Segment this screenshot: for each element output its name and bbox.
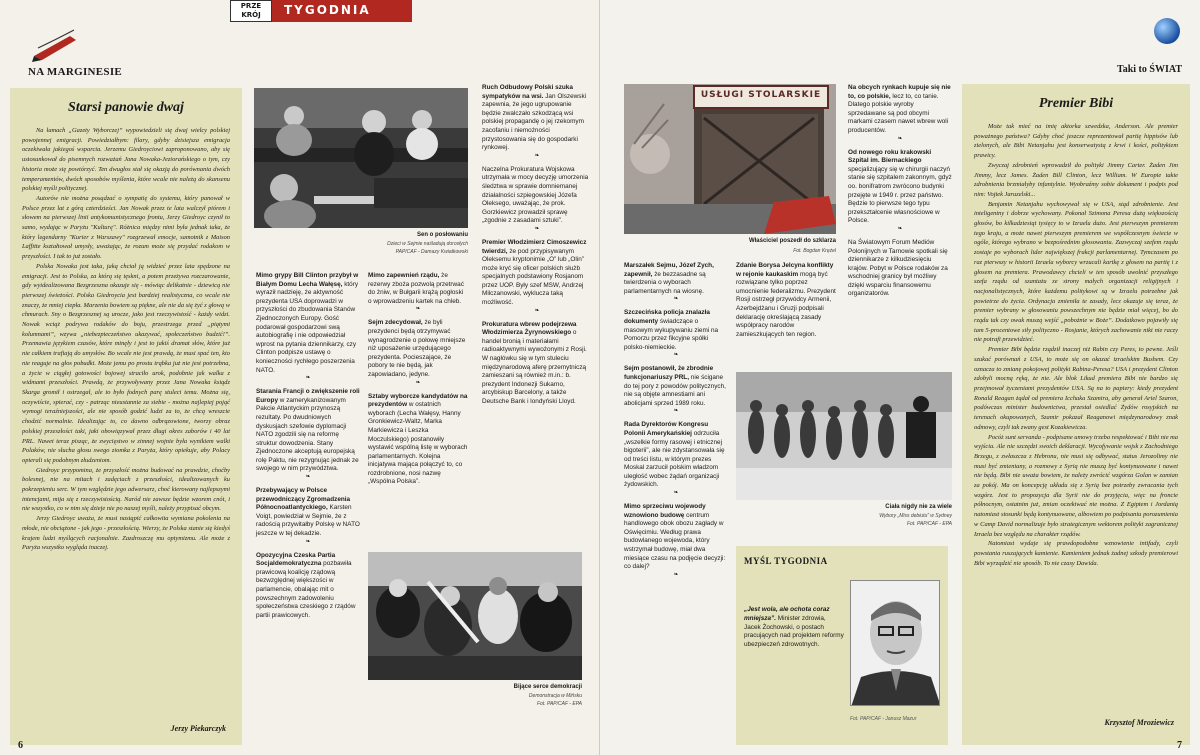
- column-author: Jerzy Piekarczyk: [170, 724, 226, 733]
- news-body: w zamerykanizowanym Pakcie Atlantyckim przynoszą rezultaty. Po dwudniowych dyskusjach szefowie dyplomacji NATO zgodzili się na reformę struktur dowodzenia. Stany Zjednoczone akceptują europejską rolę Paktu, nie rezygnując jednak ze swojego w nim przywództwa.: [256, 396, 359, 473]
- news-body: pozbawiła prawicową koalicję rządową bezwzględnej większości w parlamencie, obalając mit o powszechnym zadowoleniu społeczeństwa czeskiego z rządów partii prawicowych.: [256, 560, 356, 619]
- photo-title: Właściciel poszedł do szklarza: [748, 238, 836, 244]
- news-item: [624, 309, 728, 359]
- column-paragraph: Benjamin Netanjahu wychowywał się w USA, stąd zdrobnienie. Jest inteligentny i dobrze wychowany. Pokonał Szimona Peresa dużą większością głosów, bo kilkadziesiąt tysięcy to w Izraelu dużo. Jest pierwszym premierem tego kraju, a może nawet pierwszym premierem we współczesnym świecie w ogóle, którego wybrano w bezpośrednim głosowaniu. Zazwyczaj szefem rządu zostaje po wyborach lider największej frakcji parlamentarnej. Tymczasem po raz pierwszy w historii Izraela wyborcy wrzucali kartkę z głosem na partię i z głosem na premiera. Prawodawcy chcieli w ten sposób uwolnić przyszłego szefa rządu od szantażu ze strony małych organizacji religijnych i nacjonalistycznych, które każdemu politykowi są w Izraelu potrzebne jak powietrze do życia. Ordynacja zmieniła te zasady, lecz okazuje się teraz, że premier wybrany w głosowaniu powszechnym nie będzie miał więcej, bo do rządu tak czy owak muszą wejść „pobożnie w Boże”. Dodatkowo pojawiły się tam 5-procentowe siły polityczno - Rosjanie, których zachowanie nikt nie raczy nie potrafi przewidzieć.: [974, 200, 1178, 344]
- news-headline: Mimo sprzeciwu wojewody wznowiono budowę: [624, 503, 706, 519]
- news-headline: Sejm postanowił, że zbrodnie funkcjonariuszy PRL,: [624, 365, 714, 381]
- news-body: Jan Olszewski zapewnia, że jego ugrupowanie będzie zwalczało szkodzącą wsi polskiej propagandę o jej rzekomym zacofaniu i niemożności przystosowania się do gospodarki rynkowej.: [482, 92, 587, 152]
- news-body: lecz to, co tanie. Dlatego polskie wyroby sprzedawane są pod obcymi markami czasem nawet wbrew woli producentów.: [848, 92, 949, 134]
- news-column-4b: [736, 262, 836, 345]
- column-paragraph: Na łamach „Gazety Wyborczej” wypowiedzieli się dwaj wielcy polskiej powojennej emigracji. Powiedziałbym: filary, gdyby dzisiejsza emigracja oczekiwała jakiegoś wsparcia. Jerzemu Giedroyciowi zaproponowano, aby się ustosunkował do pisemnych rozważań Jana Nowaka-Jeziorańskiego o tym, czy historia może się powtórzyć. Ten dwugłos stał się okazją do porównania dwóch temperamentów, dwóch sposobów myślenia, które wcale nie należą do skansenu polskiej myśli politycznej.: [22, 127, 230, 193]
- column-body: [962, 122, 1190, 568]
- photo-demonstration: [368, 552, 582, 680]
- column-paragraph: Autorów nie można posądzać o sympatię do systemu, który panował w Polsce przez lat z górą czterdzieści. Jan Nowak przez te lata walczył piórem i słowem na pierwszej linii antykomunistycznego frontu, Jerzy Giedroyc czynił to samo, wydając w Paryżu "Kulturę". Różnica między nimi była jednak taka, że który legendarny "Kurier z Warszawy" rozgrzewał emocje, samotnik z Maison Laffitte kształtował umysły, uważając, że rozum może się przydać rodakom w przyszłości. I tak to już zostało.: [22, 194, 230, 261]
- separator-icon: ❧: [534, 225, 540, 232]
- right-header: [1106, 18, 1186, 78]
- column-paragraph: Natomiast wydaje się prawdopodobne wznowienie intifady, czyli powstania ruszających kamienie. Kamieniem jednak żadnej szkody premierowi Bibi wyrządzić nie sposób. To nie czasy Dawida.: [974, 540, 1178, 567]
- photo-credit: Fot. PAP/CAF - EPA: [906, 521, 952, 527]
- news-headline: Premier Włodzimierz Cimoszewicz twierdzi,: [482, 238, 587, 255]
- news-headline: Mimo grypy Bill Clinton przybył w Białym Domu Lecha Wałęsę,: [256, 272, 359, 288]
- news-item: [256, 388, 360, 481]
- news-column-4: [624, 262, 728, 585]
- separator-icon: ❧: [534, 152, 540, 159]
- news-body: że byli prezydenci będą otrzymywać wynagrodzenie o połowę mniejsze niż uposażenie urzędującego prezydenta. Pocieszające, że pobory te nie będą, jak zapowiadano, jedyne.: [368, 319, 466, 378]
- portrait-photo: [850, 580, 940, 706]
- news-body: który wyraził nadzieję, że aktywność prezydenta USA doprowadzi w przyszłości do zbudowania Stanów Zjednoczonych Europy. Gość podarował gospodarzowi swą autobiografię i nie odpowiedział wprost na pytania dziennikarzy, czy Clinton podpisze ustawę o konieczności rychłego poszerzenia NATO.: [256, 280, 359, 374]
- separator-icon: ❧: [305, 474, 311, 481]
- news-item: [624, 503, 728, 579]
- column-author: Krzysztof Mroziewicz: [1104, 718, 1174, 727]
- column-paragraph: Jerzy Giedroyc uważa, że musi nastąpić całkowita wymiana pokolenia na młode, nie obciążone - jak jego - przeszłością. Wierzy, że Polska stanie się kiedyś krajem ludzi myślących racjonalnie. Zazdroszczę mu optymizmu. Ale może z Paryża wszystko wygląda inaczej.: [22, 515, 230, 552]
- news-headline: Rada Dyrektorów Kongresu Polonii Amerykańskiej: [624, 421, 709, 437]
- news-item: [624, 421, 728, 497]
- news-body: świadczące o masowym wykupywaniu ziemi na Pomorzu przez fikcyjne spółki polsko-niemieckie.: [624, 317, 719, 351]
- separator-icon: ❧: [415, 306, 421, 313]
- news-column-3: [482, 84, 592, 413]
- news-body: że pod przypisywanym Oleksemu kryptonimie „O” lub „Olin” może kryć się oficer polskich służb specjalnych podstawiony Rosjanom przez UOP. Były szef MSW, Andrzej Milczanowski, wyklucza taką możliwość.: [482, 247, 584, 307]
- pen-icon: [30, 26, 80, 66]
- news-body: Naczelna Prokuratura Wojskowa utrzymała w mocy decyzję umorzenia śledztwa w sprawie domniemanej działalności szpiegowskiej Józefa Oleksego, uważając, że prok. Gorzkiewicz prowadził sprawę „zgodnie z zasadami sztuki”.: [482, 165, 589, 225]
- news-headline: Mimo zapewnień rządu,: [368, 272, 440, 279]
- column-title: Starsi panowie dwaj: [68, 100, 184, 115]
- page-number: 6: [18, 740, 23, 751]
- separator-icon: ❧: [673, 408, 679, 415]
- opinion-column-left: [10, 88, 242, 745]
- news-body: Na Światowym Forum Mediów Polonijnych w Tarnowie spotkali się dziennikarze z kilkudziesięciu krajów. Pobyt w Polsce rodaków za wschodniej granicy był możliwy dzięki wsparciu finansowemu organizatorów.: [848, 238, 948, 298]
- news-body: w ostatnich wyborach (Lecha Wałęsy, Hanny Gronkiewicz-Waltz, Marka Markiewicza i Leszka Moczulskiego) postanowiły wystawić wspólną listę w wyborach parlamentarnych. Kolejna inicjatywa mająca połączyć to, co rozdrobnione, nosi nazwę „Wspólna Polska”.: [368, 401, 468, 486]
- news-body: że bezzasadne są twierdzenia o wyborach parlamentarnych na wiosnę.: [624, 270, 706, 295]
- photo-beach-contest-image: [736, 372, 952, 500]
- news-headline: Szczecińska policja znalazła dokumenty: [624, 309, 710, 325]
- news-item: [848, 149, 952, 233]
- column-paragraph: Może tak mieć na imię aktorka szwedzka, Anderson. Ale premier poważnego państwa? Gdyby choć jeszcze reprezentował partię hippisów lub zielonych, ale Bibi Netanjahu jest konserwatystą z krwi i kości, politykiem prawicy.: [974, 123, 1178, 160]
- photo-children-sejm-image: [254, 88, 468, 228]
- photo-title: Ciała nigdy nie za wiele: [885, 504, 952, 510]
- quote-lead: „Jest wola, ale ochota coraz mniejsza”.: [744, 606, 830, 622]
- news-body: mogą być rozwiązane tylko poprzez umocnienie federalizmu. Prezydent Rosji ostrzegł przywódcy Armenii, Azerbejdżanu i Gruzji podpisali deklarację określającą zasady współpracy narodów zamieszkujących ten region.: [736, 270, 836, 338]
- news-item: [368, 272, 468, 313]
- left-header: [20, 26, 170, 86]
- quote-attribution: Minister zdrowia, Jacek Żochowski, o postach pracujących nad projektem reformy ubezpieczeń zdrowotnych.: [744, 614, 844, 649]
- news-headline: Ruch Odbudowy Polski szuka sympatyków na wsi.: [482, 84, 573, 100]
- photo-caption: Dzieci w Sejmie naśladują dorosłych: [387, 241, 468, 247]
- column-paragraph: Pocóż sunt servanda - podpisane umowy trzeba respektować i Bibi nie ma wyjścia. Ale nie szczędzi swoich deklaracji. Wycofywanie wojsk z Zachodniego Brzegu, z zwłaszcza z Hebronu, nie musi się odbywać, status Jerozolimy nie musi być zmieniany, a rozmowy z Syrią nie muszą być kontynuowane i nawet nie będą. Bibi nie uważa bowiem, że należy zwrócić wzgórza Golan w zamian za pokój. Ma on koncepcję układu się z Syrią bez potrzeby zwracania tych wzgórz. Jest to propozycja dla Syrii nie do przyjęcia, więc na froncie północnym, ostatnim już, zmian oczekiwać nie można. Z Egiptem i Jordanią natomiast stosunki będą kontynuowane, albowiem po podpisaniu porozumienia w Camp David normalizuje było strategicznym wektorem polityki zagranicznej Izraela bez względu na charakter rządów.: [974, 433, 1178, 538]
- news-item: [736, 262, 836, 339]
- photo-credit: Fot. PAP/CAF - EPA: [536, 701, 582, 707]
- news-body: o handel bronią i materiałami radioaktywnymi wywożonymi z Rosji. W nagłówku się w tym stuleciu międzynarodową aferę przemytniczą zamieszani są również m.in.: b. prezydent Indonezji Sukarno, arcybiskup Barcelony, a także Deutsche Bank i londyński Lloyd.: [482, 329, 587, 405]
- news-item: [256, 487, 360, 546]
- masthead-title: TYGODNIA: [272, 0, 412, 22]
- quote-of-the-week-label: MYŚL TYGODNIA: [744, 556, 828, 566]
- news-headline: Opozycyjna Czeska Partia Socjaldemokratyczna: [256, 551, 336, 568]
- photo-credit: Fot. Bogdan Krężel: [793, 248, 836, 254]
- separator-icon: ❧: [415, 379, 421, 386]
- news-body: że rezerwy zboża pozwolą przetrwać do żniw, w Bułgarii krążą pogłoski o wprowadzeniu kartek na chleb.: [368, 272, 464, 305]
- photo-caption: Demonstracja w Mińsku: [528, 693, 582, 699]
- photo-credit: PAP/CAF - Damazy Kwiatkowski: [395, 249, 468, 255]
- news-column-2: [368, 272, 468, 493]
- separator-icon: ❧: [534, 307, 540, 314]
- separator-icon: ❧: [305, 538, 311, 545]
- photo-children-sejm: [254, 88, 468, 228]
- quote-text: [744, 606, 844, 650]
- separator-icon: ❧: [673, 352, 679, 359]
- photo-sign-text: USŁUGI STOLARSKIE: [700, 90, 822, 100]
- news-body: specjalizujący się w chirurgii naczyń stanie się szpitalem zakonnym, gdyż oo. bonifratrom zwrócono budynki przejęte w 1949 r. przez państwo. Będzie to pierwsze tego typu przekształcenie własnościowe w Polsce.: [848, 165, 952, 225]
- portrait-credit: Fot. PAP/CAF - Janusz Mazur: [850, 716, 917, 722]
- news-headline: Sejm zdecydował,: [368, 319, 423, 327]
- opinion-column-right: [962, 84, 1190, 745]
- news-headline: Na obcych rynkach kupuje się nie to, co polskie,: [848, 84, 951, 100]
- news-body: nie ścigane do tej pory z powodów politycznych, nie są objęte amnestiami ani abolicjami sprzed 1989 roku.: [624, 373, 726, 407]
- photo-title: Bijące serce demokracji: [513, 684, 582, 690]
- separator-icon: ❧: [897, 225, 903, 232]
- news-item: [256, 552, 360, 621]
- photo-title: Sen o posłowaniu: [416, 232, 468, 238]
- news-item: [368, 319, 468, 386]
- section-label: NA MARGINESIE: [28, 66, 123, 78]
- globe-icon: [1154, 18, 1180, 44]
- news-headline: Od nowego roku krakowski Szpital im. Biernackiego: [848, 148, 932, 165]
- masthead: [230, 0, 412, 22]
- news-item: [848, 239, 952, 299]
- news-item: [848, 84, 952, 143]
- separator-icon: ❧: [673, 296, 679, 303]
- portrait-image: [851, 581, 940, 706]
- column-paragraph: Polska Nowaka jest taka, jaką chciał ją widzieć przez lata spędzone na emigracji. Jest to Polska, za którą się tęskni, a potem przeżywa rozczarowanie, gdy wyidealizowana Bezgrzeszna okazuje się - mówiąc delikatnie - dziewicą nie pierwszej świeżości. Polska Giedroycia jest bardziej realistyczna, co wcale nie znaczy, że mniej ciepła. Marzenia bowiem są piękne, ale nie da się żyć z głową w chmurach. Sny o Bezgrzesznej są urocze, jako jest rzeczywistość - każdy widzi. Nowak wciąż podrywa rodaków do boju, przestrzega przed „piątymi kolumnami”, wzywa „niebezpieczeństwo ukazywać, społeczeństwo budzić!”. Przemawia językiem czasów, które minęły i jest to jakiś dramat słów, które już nie całkiem trafiają do umysłów. Bo wcale nie jest prawdą, że musi spać ten, kto nie reaguje na głos pobudki. Może jemu po prostu trąbka już nie jest potrzebna, a życie w ciągłej gotowości bojowej straciło urok, podobnie jak walka z widmami przeszłości. Prawdą, że przywoływany przez Jana Nowaka ksiądz Skarga gromił i ostrzegał, ale to było fodnych parę stuleci temu. Można się, oczywiście, spierać, czy - patrząc nieustannie za siebie - można najlepiej pojąć wymogi teraźniejszości, ale nie sposób godzić ludzi za to, że chcą wreszcie chodzić normalnie. Idealizując to, co dawno odbrązowione, tworzy obraz polskiej przeszłości taki, jaki obowiązywał przez długi okres zaborów i 40 lat PRL. Nawet teraz pisząc, że zwycięstwo w zimnej wojnie była wynikiem walki Polaków, nie słucha głosu swego ziomka z Paryża, który opiekuje, aby Polacy opierali się podobnym złudzeniom.: [22, 262, 230, 464]
- quote-of-the-week-box: [736, 546, 948, 745]
- news-item: [624, 365, 728, 415]
- news-column-1: [256, 272, 360, 626]
- news-body: centrum handlowego obok obozu zagłady w Oświęcimiu. Według prawa budowlanego wojewoda, który wstrzymał budowę, miał dwa miesiące czasu na podjęcie decyzji: co dalej?: [624, 511, 726, 571]
- news-item: [482, 166, 592, 233]
- news-body: Karsten Voigt, powiedział w Sejmie, że z radością przywitałby Polskę w NATO jeszcze w tej dekadzie.: [256, 504, 360, 538]
- separator-icon: ❧: [897, 135, 903, 142]
- news-item: [482, 239, 592, 315]
- page-number: 7: [1177, 740, 1182, 751]
- column-title: Premier Bibi: [1038, 96, 1114, 111]
- photo-demonstration-image: [368, 552, 582, 680]
- separator-icon: ❧: [673, 571, 679, 578]
- news-headline: Prokuratura wbrew podejrzewa Włodzimierza Żyrynowskiego: [482, 320, 577, 337]
- column-paragraph: Premier Bibi będzie rządził inaczej niż Rabin czy Peres, to pewne. Jeśli szukać porównań z USA, to może się on okazać izraelskim Bushem. Czy oznacza to zmianę pokojowej polityki Rabina-Peresa? USA i prezydent Clinton zdobyli mocną ręką, że nie. Ale blok Likud premiera Bibi nie bardzo się przejmował życzeniami prezydentów USA. Są na to papiery: kiedy prezydent Ronald Reagan żądał od premiera Icchaka Szamira, aby generał Ariel Szaron, podówczas minister budownictwa, przestał osiedlać Żydów rosyjskich na terenach okupowanych, Szamir pokazał Reaganowi międzynarodowy znak odmowy, czyli tak zwany gest Kozakiewicza.: [974, 346, 1178, 431]
- separator-icon: ❧: [305, 375, 311, 382]
- news-headline: Starania Francji o zwiększenie roli Europy: [256, 388, 360, 404]
- news-headline: Przebywający w Polsce przewodniczący Zgromadzenia Północnoatlantyckiego,: [256, 487, 351, 512]
- news-column-5: [848, 84, 952, 305]
- photo-caption: Wybory „Miss debiutu” w Sydney: [879, 513, 952, 519]
- news-item: [256, 272, 360, 382]
- news-item: [624, 262, 728, 303]
- news-headline: Sztaby wyborcze kandydatów na prezydentów: [368, 392, 468, 409]
- news-body: odrzuciła „wszelkie formy rasowej i etnicznej bigoterii”, ale nie zdystansowała się od treści listu, w którym prezes Moskal zarzucił polskim władzom uległość wobec żądań organizacji żydowskich.: [624, 429, 725, 489]
- section-label: Taki to ŚWIAT: [1116, 64, 1182, 75]
- column-paragraph: Giedroyc przypomina, że przyszłość można budować na prawdzie, choćby bolesnej, nie na mitach i zadęciach z przeszłości, idealizowanych ku pokrzepieniu serc. W tym względzie jego adwersarz, choć kierowany najlepszymi intencjami, mija się z rzeczywistością. Naród nie zawsze będzie wzorem cnót, i nie wszystko, co w nim się dzieje nie po naszej myśli, należy przypisać obcym.: [22, 466, 230, 513]
- masthead-logo: PRZE KRÓJ: [230, 0, 272, 22]
- column-body: [10, 126, 242, 553]
- photo-carpentry: [624, 84, 836, 234]
- news-item: [482, 321, 592, 407]
- photo-beach-contest: [736, 372, 952, 500]
- column-paragraph: Zwyczaj zdrobnień wprowadził do polityki Jimmy Carter. Żaden Jim Jimmy, lecz James. Żaden Bill Clinton, lecz William. W Europie takie zdrobnienia brzmiałyby infantylnie. Wyobraźmy sobie dokument i podpis pod nim: Vojtek Jaruzelski...: [974, 161, 1178, 198]
- news-item: [368, 393, 468, 488]
- news-item: [482, 84, 592, 160]
- photo-carpentry-image: [624, 84, 836, 234]
- separator-icon: ❧: [673, 490, 679, 497]
- news-headline: Zdanie Borysa Jelcyna konflikty w rejonie kaukaskim: [736, 262, 834, 278]
- news-headline: Marszałek Sejmu, Józef Zych, zapewnił,: [624, 262, 714, 278]
